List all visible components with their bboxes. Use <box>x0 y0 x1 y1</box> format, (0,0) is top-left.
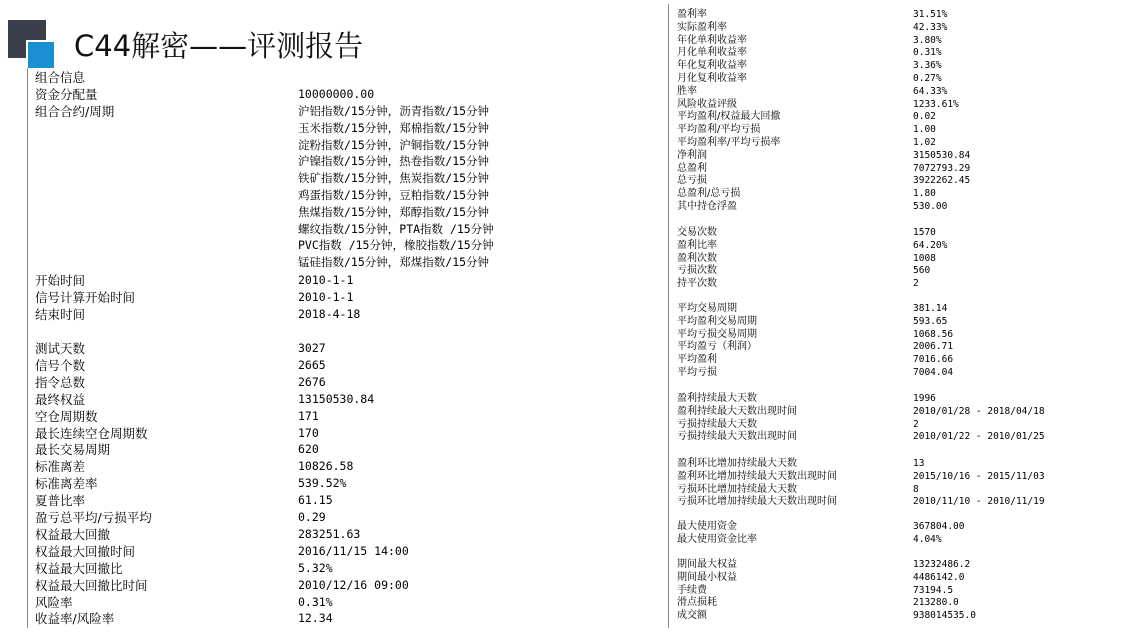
stat-row-label: 盈亏总平均/亏损平均 <box>35 510 152 525</box>
metric-row-value: 4486142.0 <box>913 571 965 583</box>
contracts-label: 组合合约/周期 <box>35 104 115 119</box>
metric-row-label: 总盈利 <box>677 162 707 174</box>
stat-row-label: 最长交易周期 <box>35 442 111 458</box>
metric-row-value: 7004.04 <box>913 367 954 378</box>
metric-row-value: 2006.71 <box>913 341 954 353</box>
metric-row-value: 3.36% <box>913 60 942 72</box>
combo-title: 组合信息 <box>35 70 86 85</box>
metric-row-label: 年化单利收益率 <box>677 34 747 46</box>
stat-row-value: 170 <box>298 425 319 440</box>
metric-row-label: 亏损持续最大天数 <box>677 418 757 430</box>
stat-row-label: 最终权益 <box>35 391 86 407</box>
stat-row-label: 指令总数 <box>35 374 86 390</box>
stat-row-value: 5.32% <box>298 560 333 575</box>
contract-line-value: 螺纹指数/15分钟，PTA指数 /15分钟 <box>298 221 494 236</box>
metric-row-value: 367804.00 <box>913 521 965 532</box>
date-row-value: 2010-1-1 <box>298 273 354 287</box>
metric-row-value: 1.80 <box>913 188 936 200</box>
metric-row-value: 7016.66 <box>913 354 954 366</box>
metric-row-label: 平均盈利交易周期 <box>677 315 757 327</box>
stat-row-value: 61.15 <box>298 493 333 508</box>
date-row-label: 开始时间 <box>35 273 86 288</box>
date-row-label: 结束时间 <box>35 307 86 322</box>
metric-row-value: 2 <box>913 278 919 290</box>
contract-line-value: 沪铝指数/15分钟，沥青指数/15分钟 <box>298 104 490 118</box>
metric-row-label: 月化单利收益率 <box>677 47 747 59</box>
metric-row-label: 期间最小权益 <box>677 571 737 583</box>
metric-row-label: 盈利次数 <box>677 252 717 264</box>
metric-row-label: 滑点损耗 <box>677 597 717 609</box>
metric-row-label: 净利润 <box>677 149 707 161</box>
metric-row-value: 0.02 <box>913 111 936 123</box>
stat-row-value: 539.52% <box>298 476 347 491</box>
metric-row-value: 1.00 <box>913 124 936 136</box>
metric-row-label: 平均盈亏（利润） <box>677 341 757 353</box>
right-divider <box>668 4 669 628</box>
stat-row-label: 风险率 <box>35 594 73 610</box>
metric-row-label: 盈利持续最大天数出现时间 <box>677 405 797 417</box>
stat-row-value: 171 <box>298 408 319 423</box>
metric-row-value: 1996 <box>913 393 936 404</box>
metric-row-label: 平均亏损 <box>677 367 717 378</box>
metric-row-label: 持平次数 <box>677 278 717 290</box>
metric-row-value: 0.27% <box>913 73 942 84</box>
capital-label: 资金分配量 <box>35 87 98 102</box>
stat-row-label: 权益最大回撤时间 <box>35 543 136 559</box>
date-row-value: 2018-4-18 <box>298 307 361 321</box>
capital-value: 10000000.00 <box>298 87 375 101</box>
metric-row-label: 盈利率 <box>677 9 707 20</box>
stat-row-label: 收益率/风险率 <box>35 611 115 627</box>
metric-row-label: 亏损环比增加持续最大天数出现时间 <box>677 496 837 508</box>
contract-line-value: 玉米指数/15分钟，郑棉指数/15分钟 <box>298 120 490 135</box>
metric-row-value: 213280.0 <box>913 597 959 609</box>
stat-row-label: 夏普比率 <box>35 493 86 509</box>
stat-row-value: 283251.63 <box>298 526 361 541</box>
metric-row-label: 盈利环比增加持续最大天数出现时间 <box>677 470 837 482</box>
metric-row-value: 2010/01/28 - 2018/04/18 <box>913 405 1045 417</box>
stat-row-value: 12.34 <box>298 611 333 626</box>
metric-row-value: 31.51% <box>913 9 948 20</box>
stat-row-value: 620 <box>298 442 319 457</box>
metric-row-label: 亏损次数 <box>677 265 717 277</box>
metric-row-label: 年化复利收益率 <box>677 60 747 72</box>
stat-row-label: 信号个数 <box>35 357 86 373</box>
logo-blue-square <box>26 40 56 70</box>
contract-line-value: 鸡蛋指数/15分钟，豆粕指数/15分钟 <box>298 188 490 202</box>
stat-row-label: 标准离差率 <box>35 476 98 492</box>
metric-row-label: 亏损持续最大天数出现时间 <box>677 431 797 443</box>
metric-row-value: 3150530.84 <box>913 149 971 161</box>
metric-row-value: 2010/11/10 - 2010/11/19 <box>913 496 1045 508</box>
stat-row-value: 2676 <box>298 374 326 389</box>
metric-row-label: 风险收益评级 <box>677 98 737 110</box>
stat-row-label: 测试天数 <box>35 341 86 356</box>
contract-line-value: 铁矿指数/15分钟，焦炭指数/15分钟 <box>298 171 490 186</box>
metric-row-value: 593.65 <box>913 315 948 327</box>
metric-row-value: 530.00 <box>913 201 948 212</box>
metric-row-label: 盈利持续最大天数 <box>677 393 757 404</box>
metric-row-value: 2 <box>913 418 919 430</box>
metric-row-value: 8 <box>913 483 919 495</box>
metric-row-value: 1233.61% <box>913 98 959 110</box>
metric-row-value: 0.31% <box>913 47 942 59</box>
metric-row-value: 73194.5 <box>913 584 954 596</box>
metric-row-label: 平均盈利率/平均亏损率 <box>677 137 781 148</box>
metric-row-label: 总盈利/总亏损 <box>677 188 741 200</box>
metric-row-label: 盈利环比增加持续最大天数 <box>677 458 797 469</box>
contract-line-value: 沪镍指数/15分钟，热卷指数/15分钟 <box>298 154 490 169</box>
metric-row-label: 其中持仓浮盈 <box>677 201 737 212</box>
stat-row-label: 权益最大回撤比 <box>35 560 123 576</box>
metric-row-value: 4.04% <box>913 533 942 545</box>
metric-row-value: 42.33% <box>913 21 948 33</box>
metric-row-value: 560 <box>913 265 931 277</box>
contract-line-value: 焦煤指数/15分钟，郑醇指数/15分钟 <box>298 204 490 219</box>
metric-row-label: 平均盈利 <box>677 354 717 366</box>
metric-row-label: 成交额 <box>677 610 707 622</box>
contract-line-value: 淀粉指数/15分钟，沪铜指数/15分钟 <box>298 137 490 152</box>
metric-row-value: 1.02 <box>913 137 936 148</box>
metric-row-label: 盈利比率 <box>677 239 717 251</box>
metric-row-value: 13 <box>913 458 925 469</box>
metric-row-label: 亏损环比增加持续最大天数 <box>677 483 797 495</box>
metric-row-value: 2015/10/16 - 2015/11/03 <box>913 470 1045 482</box>
metric-row-value: 1068.56 <box>913 328 954 340</box>
metric-row-label: 平均盈利/权益最大回撤 <box>677 111 781 123</box>
metric-row-value: 64.20% <box>913 239 948 251</box>
metric-row-label: 手续费 <box>677 584 707 596</box>
metric-row-label: 实际盈利率 <box>677 21 727 33</box>
stat-row-value: 2010/12/16 09:00 <box>298 577 409 592</box>
metric-row-value: 64.33% <box>913 85 948 97</box>
stat-row-label: 最长连续空仓周期数 <box>35 425 148 441</box>
metric-row-value: 1570 <box>913 227 936 238</box>
stat-row-value: 13150530.84 <box>298 391 375 406</box>
metric-row-label: 最大使用资金比率 <box>677 533 757 545</box>
page-title: C44解密——评测报告 <box>74 29 364 63</box>
metric-row-value: 13232486.2 <box>913 559 971 570</box>
stat-row-label: 标准离差 <box>35 459 86 475</box>
stat-row-value: 10826.58 <box>298 459 354 474</box>
metric-row-label: 平均盈利/平均亏损 <box>677 124 761 136</box>
metric-row-value: 381.14 <box>913 303 948 314</box>
stat-row-value: 3027 <box>298 341 326 355</box>
date-row-label: 信号计算开始时间 <box>35 290 136 305</box>
stat-row-label: 权益最大回撤 <box>35 526 111 542</box>
left-divider <box>27 68 28 628</box>
metric-row-value: 7072793.29 <box>913 162 971 174</box>
stat-row-value: 2016/11/15 14:00 <box>298 543 409 558</box>
metric-row-label: 期间最大权益 <box>677 559 737 570</box>
metric-row-label: 月化复利收益率 <box>677 73 747 84</box>
metric-row-value: 2010/01/22 - 2010/01/25 <box>913 431 1045 443</box>
stat-row-label: 权益最大回撤比时间 <box>35 577 148 593</box>
metric-row-label: 总亏损 <box>677 175 707 187</box>
metric-row-value: 938014535.0 <box>913 610 976 622</box>
stat-row-value: 2665 <box>298 357 326 372</box>
metric-row-value: 3.80% <box>913 34 942 46</box>
metric-row-label: 最大使用资金 <box>677 521 737 532</box>
contract-line-value: 锰硅指数/15分钟，郑煤指数/15分钟 <box>298 255 490 270</box>
metric-row-label: 平均交易周期 <box>677 303 737 314</box>
stat-row-value: 0.29 <box>298 510 326 524</box>
date-row-value: 2010-1-1 <box>298 290 354 304</box>
metric-row-label: 胜率 <box>677 85 697 97</box>
metric-row-label: 平均亏损交易周期 <box>677 328 757 340</box>
stat-row-label: 空仓周期数 <box>35 408 98 424</box>
metric-row-value: 1008 <box>913 252 936 264</box>
stat-row-value: 0.31% <box>298 594 333 609</box>
contract-line-value: PVC指数 /15分钟，橡胶指数/15分钟 <box>298 238 494 253</box>
metric-row-label: 交易次数 <box>677 227 717 238</box>
metric-row-value: 3922262.45 <box>913 175 971 187</box>
